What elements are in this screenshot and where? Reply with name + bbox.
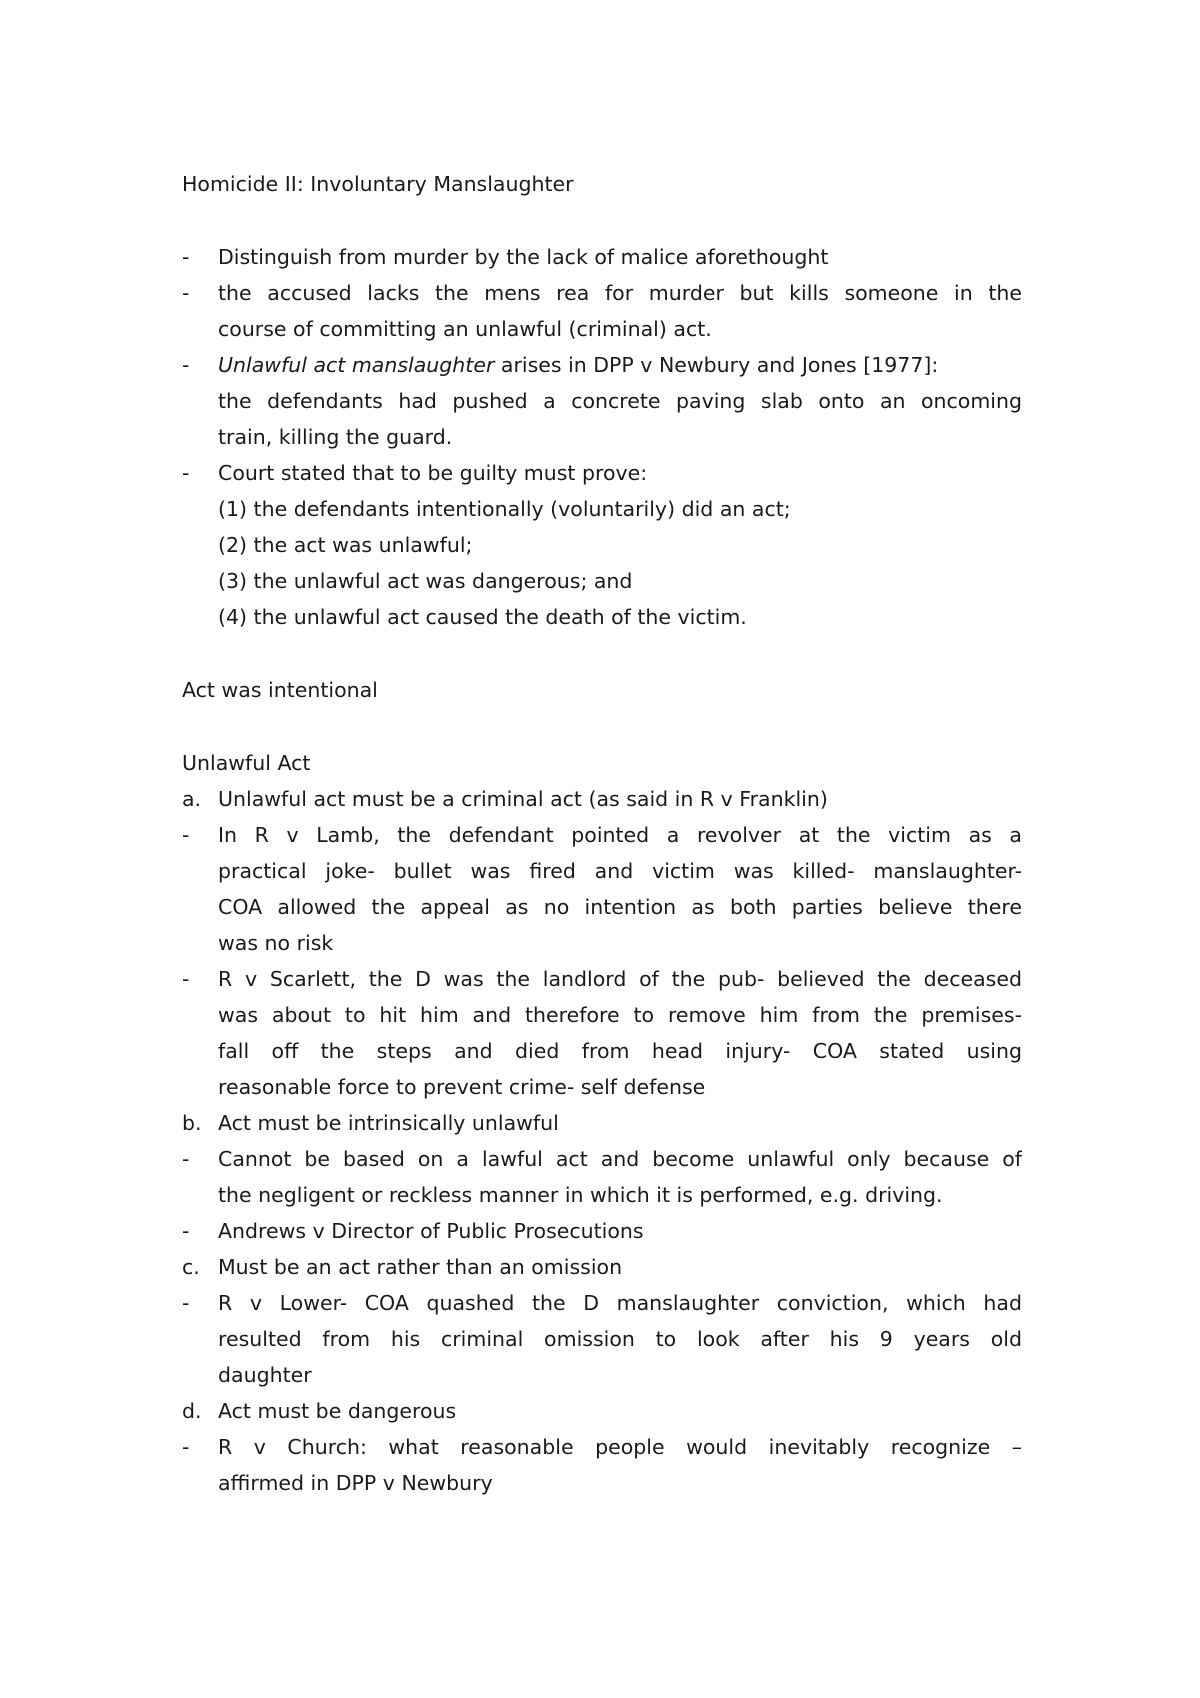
- list-letter: d.: [182, 1399, 202, 1423]
- list-item-line: was about to hit him and therefore to remove him from the premises-: [218, 1003, 1022, 1027]
- list-item-text: arises in DPP v Newbury and Jones [1977]:: [494, 353, 939, 377]
- bullet-marker: -: [182, 1147, 190, 1171]
- list-item-line: (4) the unlawful act caused the death of the victim.: [218, 605, 747, 629]
- list-item-line: In R v Lamb, the defendant pointed a revolver at the victim as a: [218, 823, 1022, 847]
- bullet-marker: -: [182, 1435, 190, 1459]
- list-item-line: the defendants had pushed a concrete paving slab onto an oncoming: [218, 389, 1022, 413]
- list-item-line: practical joke- bullet was fired and victim was killed- manslaughter-: [218, 859, 1022, 883]
- list-item-line: reasonable force to prevent crime- self defense: [218, 1075, 706, 1099]
- bullet-marker: -: [182, 245, 190, 269]
- list-item-line: the accused lacks the mens rea for murder but kills someone in the: [218, 281, 1022, 305]
- bullet-marker: -: [182, 353, 190, 377]
- list-item-line: Must be an act rather than an omission: [218, 1255, 623, 1279]
- bullet-marker: -: [182, 461, 190, 485]
- list-item-line: (1) the defendants intentionally (voluntarily) did an act;: [218, 497, 791, 521]
- list-item-line: Court stated that to be guilty must prove:: [218, 461, 648, 485]
- list-item-line: affirmed in DPP v Newbury: [218, 1471, 493, 1495]
- bullet-marker: -: [182, 281, 190, 305]
- page-title: Homicide II: Involuntary Manslaughter: [182, 172, 574, 196]
- list-letter: a.: [182, 787, 202, 811]
- list-letter: b.: [182, 1111, 202, 1135]
- list-item-line: R v Lower- COA quashed the D manslaughter conviction, which had: [218, 1291, 1022, 1315]
- list-item-line: Cannot be based on a lawful act and become unlawful only because of: [218, 1147, 1022, 1171]
- list-item-line: course of committing an unlawful (criminal) act.: [218, 317, 712, 341]
- list-item-line: Unlawful act must be a criminal act (as said in R v Franklin): [218, 787, 828, 811]
- list-item-line: Distinguish from murder by the lack of malice aforethought: [218, 245, 829, 269]
- section-heading: Act was intentional: [182, 678, 378, 702]
- list-item-line: fall off the steps and died from head injury- COA stated using: [218, 1039, 1022, 1063]
- list-item-line: was no risk: [218, 931, 334, 955]
- section-heading: Unlawful Act: [182, 751, 311, 775]
- list-item-line: train, killing the guard.: [218, 425, 453, 449]
- bullet-marker: -: [182, 967, 190, 991]
- bullet-marker: -: [182, 1219, 190, 1243]
- list-item-line: daughter: [218, 1363, 312, 1387]
- list-item-line: R v Church: what reasonable people would inevitably recognize –: [218, 1435, 1022, 1459]
- list-item-line: (2) the act was unlawful;: [218, 533, 473, 557]
- bullet-marker: -: [182, 1291, 190, 1315]
- list-item-line: Act must be intrinsically unlawful: [218, 1111, 559, 1135]
- bullet-marker: -: [182, 823, 190, 847]
- list-item-line: resulted from his criminal omission to look after his 9 years old: [218, 1327, 1022, 1351]
- italic-term: Unlawful act manslaughter: [218, 353, 495, 377]
- list-item-line: COA allowed the appeal as no intention as both parties believe there: [218, 895, 1022, 919]
- list-item-line: Act must be dangerous: [218, 1399, 457, 1423]
- list-item-line: Andrews v Director of Public Prosecutions: [218, 1219, 644, 1243]
- list-letter: c.: [182, 1255, 200, 1279]
- list-item-line: the negligent or reckless manner in which it is performed, e.g. driving.: [218, 1183, 943, 1207]
- list-item-line: (3) the unlawful act was dangerous; and: [218, 569, 633, 593]
- list-item-line: [218, 347, 1022, 383]
- list-item-line: R v Scarlett, the D was the landlord of the pub- believed the deceased: [218, 967, 1022, 991]
